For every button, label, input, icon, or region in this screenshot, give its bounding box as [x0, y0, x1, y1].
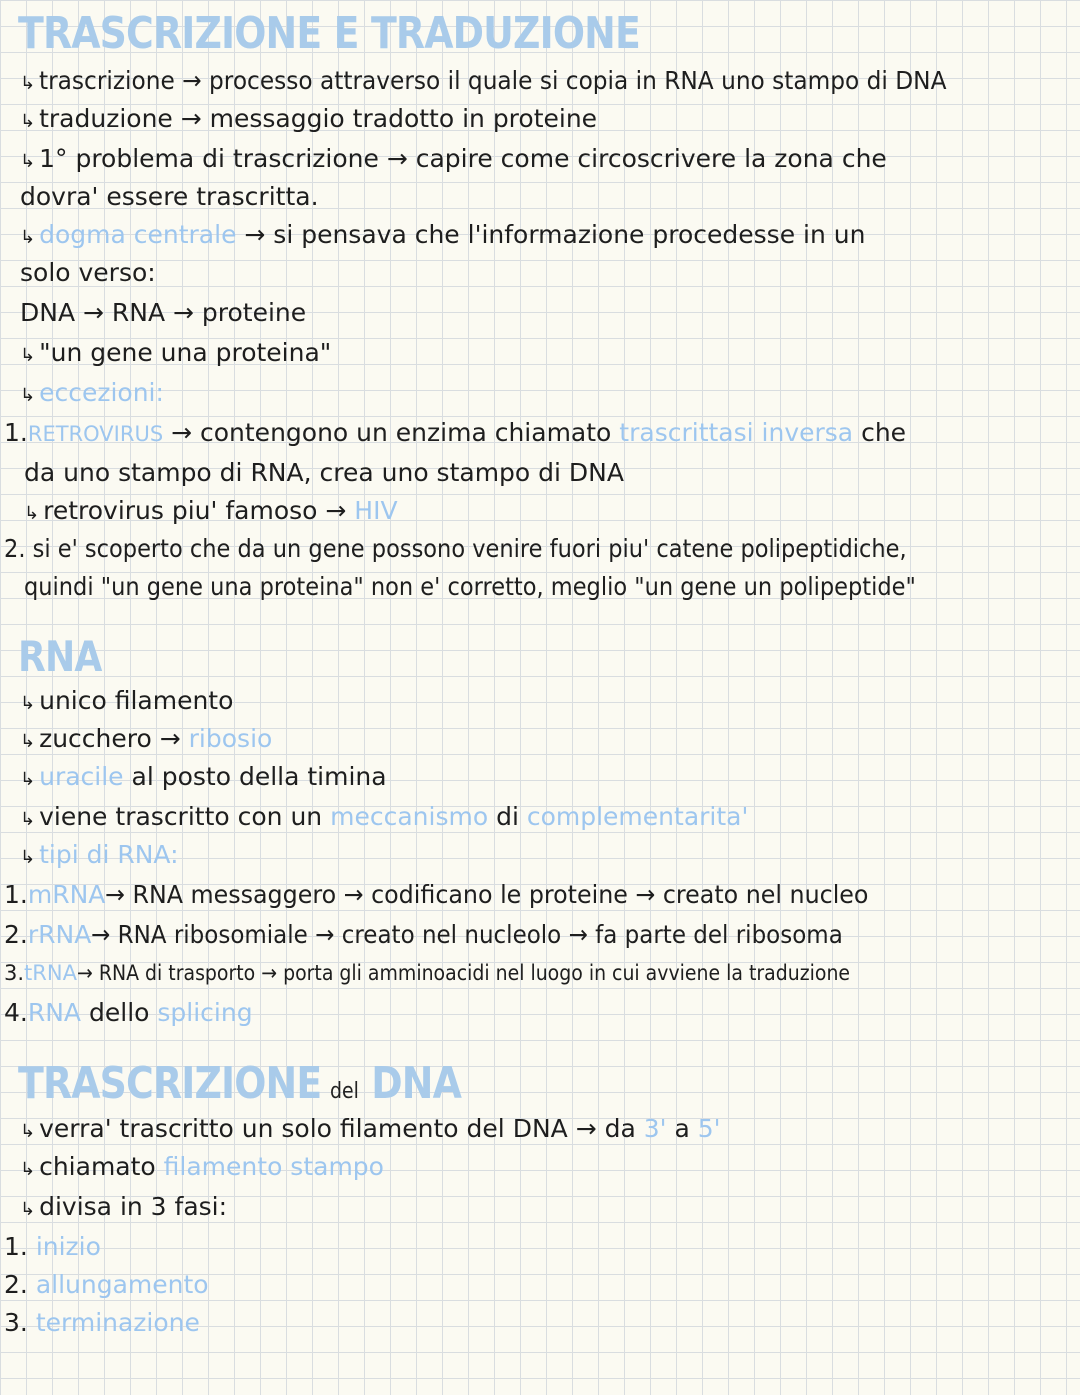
rna-line-complementarity: ↳ viene trascritto con un meccanismo di complementarita' — [20, 802, 749, 831]
note-line-exception-1: 1.RETROVIRUS → contengono un enzima chiamato trascrittasi inversa che — [4, 418, 907, 447]
hook-arrow-icon: ↳ — [20, 1121, 36, 1142]
note-line-flow: DNA → RNA → proteine — [20, 298, 307, 327]
rna-type-splicing: 4.RNA dello splicing — [4, 998, 253, 1027]
note-line-solo-verso: solo verso: — [20, 258, 156, 287]
note-line-exception-2b: quindi "un gene una proteina" non e' corretto, meglio "un gene un polipeptide" — [24, 572, 916, 601]
note-line-gene-protein: ↳ "un gene una proteina" — [20, 338, 332, 367]
phase-3: 3. terminazione — [4, 1308, 200, 1337]
dna-line-phases: ↳ divisa in 3 fasi: — [20, 1192, 228, 1221]
dna-line-template: ↳ chiamato filamento stampo — [20, 1152, 384, 1181]
rna-line-filament: ↳ unico filamento — [20, 686, 234, 715]
hook-arrow-icon: ↳ — [20, 345, 36, 366]
hook-arrow-icon: ↳ — [20, 809, 36, 830]
hook-arrow-icon: ↳ — [20, 693, 36, 714]
note-line-dogma: ↳ dogma centrale → si pensava che l'informazione procedesse in un — [20, 220, 866, 249]
hook-arrow-icon: ↳ — [20, 847, 36, 868]
hook-arrow-icon: ↳ — [20, 151, 36, 172]
hook-arrow-icon: ↳ — [20, 385, 36, 406]
rna-line-types: ↳ tipi di RNA: — [20, 840, 179, 869]
note-line-retrovirus: ↳ retrovirus piu' famoso → HIV — [24, 496, 398, 525]
note-line-exception-2: 2. si e' scoperto che da un gene possono venire fuori piu' catene polipeptidiche, — [4, 534, 907, 563]
hook-arrow-icon: ↳ — [20, 227, 36, 248]
rna-line-uracil: ↳ uracile al posto della timina — [20, 762, 387, 791]
hook-arrow-icon: ↳ — [20, 73, 36, 94]
phase-2: 2. allungamento — [4, 1270, 209, 1299]
note-line-trascrizione: ↳ trascrizione → processo attraverso il quale si copia in RNA uno stampo di DNA — [20, 66, 947, 95]
rna-type-mrna: 1.mRNA→ RNA messaggero → codificano le proteine → creato nel nucleo — [4, 880, 869, 909]
hook-arrow-icon: ↳ — [20, 111, 36, 132]
section-title-rna: RNA — [18, 632, 102, 681]
note-line-problem: ↳ 1° problema di trascrizione → capire come circoscrivere la zona che — [20, 144, 887, 173]
hook-arrow-icon: ↳ — [20, 1199, 36, 1220]
hook-arrow-icon: ↳ — [20, 769, 36, 790]
note-line-traduzione: ↳ traduzione → messaggio tradotto in proteine — [20, 104, 598, 133]
hook-arrow-icon: ↳ — [24, 503, 40, 524]
note-line-problem-cont: dovra' essere trascritta. — [20, 182, 319, 211]
rna-line-sugar: ↳ zucchero → ribosio — [20, 724, 273, 753]
phase-1: 1. inizio — [4, 1232, 101, 1261]
hook-arrow-icon: ↳ — [20, 1159, 36, 1180]
rna-type-rrna: 2.rRNA→ RNA ribosomiale → creato nel nucleolo → fa parte del ribosoma — [4, 920, 844, 949]
hook-arrow-icon: ↳ — [20, 731, 36, 752]
note-line-exception-1b: da uno stampo di RNA, crea uno stampo di DNA — [24, 458, 624, 487]
section-title-transcription-translation: TRASCRIZIONE E TRADUZIONE — [18, 8, 640, 59]
section-title-dna-transcription: TRASCRIZIONE del DNA — [18, 1058, 461, 1109]
dna-line-filament: ↳ verra' trascritto un solo filamento del DNA → da 3' a 5' — [20, 1114, 721, 1143]
rna-type-trna: 3.tRNA→ RNA di trasporto → porta gli amminoacidi nel luogo in cui avviene la traduzione — [4, 961, 851, 985]
note-line-exceptions: ↳ eccezioni: — [20, 378, 164, 407]
